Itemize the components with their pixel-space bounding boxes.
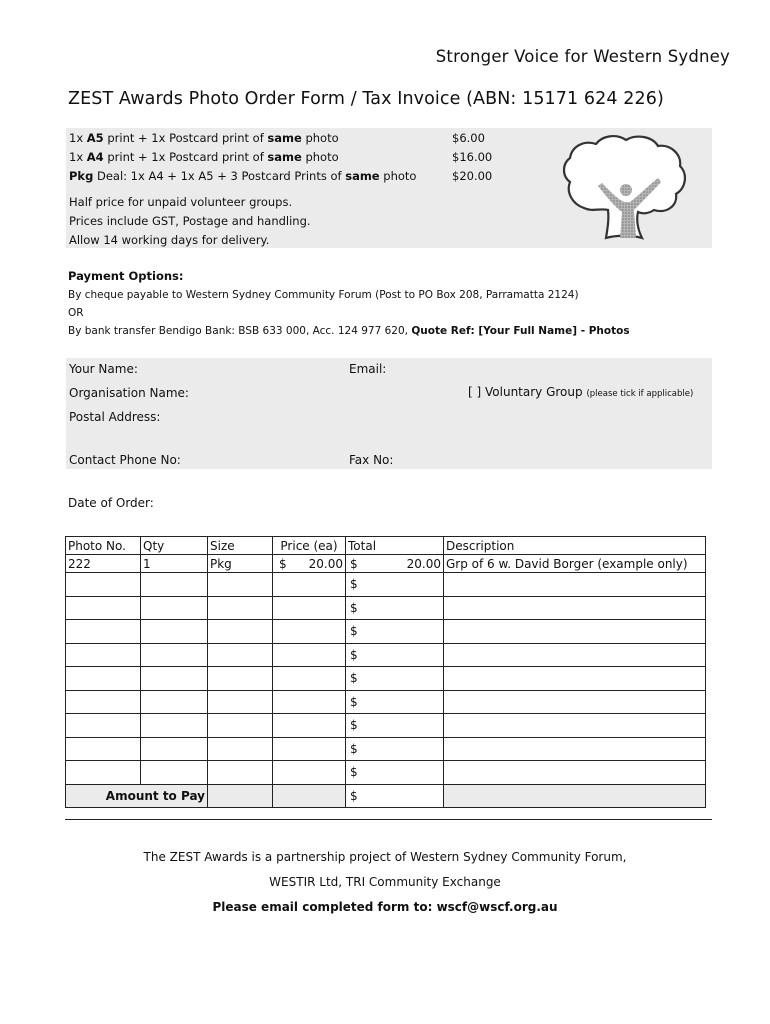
table-row <box>66 573 706 597</box>
photo-no-cell[interactable] <box>66 596 141 620</box>
tree-logo-icon <box>562 134 690 242</box>
size-cell[interactable] <box>208 690 273 714</box>
qty-cell[interactable] <box>141 761 208 785</box>
table-row <box>66 667 706 691</box>
table-row <box>66 737 706 761</box>
order-table <box>65 536 706 808</box>
total-cell[interactable] <box>346 643 444 667</box>
phone-field[interactable]: Contact Phone No: <box>69 453 181 467</box>
photo-no-cell[interactable] <box>66 643 141 667</box>
payment-options-title: Payment Options: <box>68 269 184 283</box>
price-cell[interactable] <box>273 737 346 761</box>
postal-address-field[interactable]: Postal Address: <box>69 410 161 424</box>
photo-no-cell[interactable] <box>66 690 141 714</box>
currency-symbol: $ <box>350 718 358 733</box>
price-cell[interactable] <box>273 714 346 738</box>
total-cell[interactable] <box>346 737 444 761</box>
size-cell[interactable] <box>208 737 273 761</box>
total-cell[interactable] <box>346 596 444 620</box>
table-row <box>66 620 706 644</box>
total-cell[interactable] <box>346 667 444 691</box>
price-row-pkg: Pkg Deal: 1x A4 + 1x A5 + 3 Postcard Prints of same photo <box>69 169 417 183</box>
table-row <box>66 761 706 785</box>
table-row <box>66 714 706 738</box>
note-half-price: Half price for unpaid volunteer groups. <box>69 195 293 209</box>
qty-cell[interactable] <box>141 714 208 738</box>
description-cell[interactable] <box>444 667 706 691</box>
header-qty: Qty <box>141 537 208 555</box>
total-cell[interactable] <box>346 761 444 785</box>
table-row-example <box>66 555 706 573</box>
qty-cell[interactable] <box>141 643 208 667</box>
qty-cell[interactable] <box>141 737 208 761</box>
description-cell[interactable] <box>444 573 706 597</box>
price-a4: $16.00 <box>452 150 493 164</box>
qty-cell[interactable] <box>141 690 208 714</box>
currency-symbol: $ <box>350 671 358 686</box>
header-photo-no: Photo No. <box>66 537 141 555</box>
price-cell[interactable] <box>273 761 346 785</box>
description-cell[interactable] <box>444 620 706 644</box>
description-cell[interactable] <box>444 737 706 761</box>
price-a5: $6.00 <box>452 131 485 145</box>
note-delivery: Allow 14 working days for delivery. <box>69 233 270 247</box>
description-cell[interactable] <box>444 714 706 738</box>
footer-email: Please email completed form to: wscf@wscf.org.au <box>212 900 558 914</box>
size-cell[interactable] <box>208 643 273 667</box>
currency-symbol: $ <box>350 577 358 592</box>
qty-cell[interactable] <box>141 620 208 644</box>
size-cell[interactable] <box>208 667 273 691</box>
organisation-field[interactable]: Organisation Name: <box>69 386 189 400</box>
example-price: $ 20.00 <box>273 555 346 573</box>
amount-to-pay-field[interactable]: $ <box>346 784 444 808</box>
price-cell[interactable] <box>273 690 346 714</box>
amount-to-pay-row <box>66 784 706 808</box>
contact-details-box <box>66 358 712 469</box>
form-title: ZEST Awards Photo Order Form / Tax Invoice (ABN: 15171 624 226) <box>68 89 664 109</box>
fax-field[interactable]: Fax No: <box>349 453 394 467</box>
header-size: Size <box>208 537 273 555</box>
table-row <box>66 596 706 620</box>
size-cell[interactable] <box>208 761 273 785</box>
total-cell[interactable] <box>346 690 444 714</box>
price-cell[interactable] <box>273 596 346 620</box>
price-cell[interactable] <box>273 573 346 597</box>
price-cell[interactable] <box>273 643 346 667</box>
currency-symbol: $ <box>350 624 358 639</box>
your-name-field[interactable]: Your Name: <box>69 362 138 376</box>
example-description: Grp of 6 w. David Borger (example only) <box>444 555 706 573</box>
example-size: Pkg <box>208 555 273 573</box>
qty-cell[interactable] <box>141 573 208 597</box>
currency-symbol: $ <box>350 647 358 662</box>
size-cell[interactable] <box>208 714 273 738</box>
pricing-box <box>66 128 712 248</box>
size-cell[interactable] <box>208 620 273 644</box>
table-bottom-rule <box>65 819 712 820</box>
description-cell[interactable] <box>444 690 706 714</box>
photo-no-cell[interactable] <box>66 620 141 644</box>
description-cell[interactable] <box>444 761 706 785</box>
photo-no-cell[interactable] <box>66 667 141 691</box>
description-cell[interactable] <box>444 596 706 620</box>
size-cell[interactable] <box>208 596 273 620</box>
price-cell[interactable] <box>273 667 346 691</box>
table-header-row <box>66 537 706 555</box>
header-total: Total <box>346 537 444 555</box>
payment-or: OR <box>68 307 84 319</box>
table-row <box>66 690 706 714</box>
qty-cell[interactable] <box>141 667 208 691</box>
voluntary-group-checkbox[interactable]: [ ] Voluntary Group (please tick if applicable) <box>468 385 694 399</box>
total-cell[interactable] <box>346 573 444 597</box>
qty-cell[interactable] <box>141 596 208 620</box>
price-row-a5: 1x A5 print + 1x Postcard print of same photo <box>69 131 339 145</box>
photo-no-cell[interactable] <box>66 573 141 597</box>
example-photo-no: 222 <box>66 555 141 573</box>
example-total: $ 20.00 <box>346 555 444 573</box>
date-of-order-field[interactable]: Date of Order: <box>68 496 154 510</box>
footer-partnership: The ZEST Awards is a partnership project of Western Sydney Community Forum, <box>143 850 627 864</box>
amount-blank-price <box>273 784 346 808</box>
amount-to-pay-label: Amount to Pay <box>66 784 208 808</box>
table-row <box>66 643 706 667</box>
description-cell[interactable] <box>444 643 706 667</box>
header-price: Price (ea) <box>273 537 346 555</box>
currency-symbol: $ <box>350 741 358 756</box>
note-gst: Prices include GST, Postage and handling. <box>69 214 311 228</box>
example-qty: 1 <box>141 555 208 573</box>
size-cell[interactable] <box>208 573 273 597</box>
photo-no-cell[interactable] <box>66 714 141 738</box>
currency-symbol: $ <box>350 765 358 780</box>
payment-bank: By bank transfer Bendigo Bank: BSB 633 000, Acc. 124 977 620, Quote Ref: [Your Full Name] - Photos <box>68 325 630 337</box>
price-cell[interactable] <box>273 620 346 644</box>
header-description: Description <box>444 537 706 555</box>
footer-partners: WESTIR Ltd, TRI Community Exchange <box>269 875 501 889</box>
payment-cheque: By cheque payable to Western Sydney Community Forum (Post to PO Box 208, Parramatta 2124) <box>68 289 579 301</box>
total-cell[interactable] <box>346 714 444 738</box>
amount-blank-desc <box>444 784 706 808</box>
email-field[interactable]: Email: <box>349 362 387 376</box>
price-row-a4: 1x A4 print + 1x Postcard print of same photo <box>69 150 339 164</box>
photo-no-cell[interactable] <box>66 761 141 785</box>
currency-symbol: $ <box>350 600 358 615</box>
photo-no-cell[interactable] <box>66 737 141 761</box>
total-cell[interactable] <box>346 620 444 644</box>
currency-symbol: $ <box>350 694 358 709</box>
price-pkg: $20.00 <box>452 169 493 183</box>
header-tagline: Stronger Voice for Western Sydney <box>435 47 730 66</box>
amount-blank-size <box>208 784 273 808</box>
